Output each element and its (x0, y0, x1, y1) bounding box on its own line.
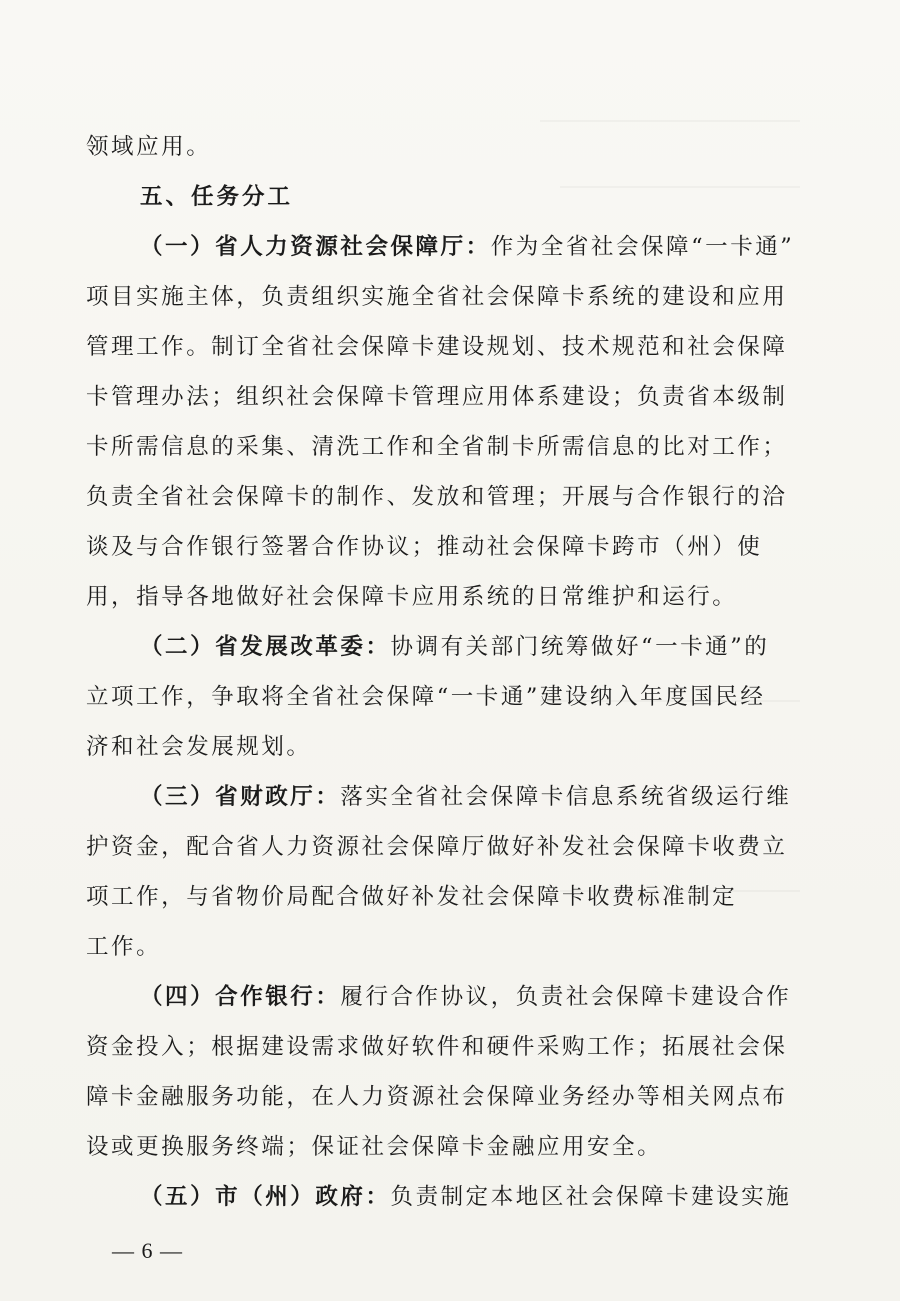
item-text: 协调有关部门统筹做好“一卡通”的 (390, 634, 770, 660)
paragraph-line (140, 781, 791, 813)
paragraph-line (140, 1181, 791, 1213)
bleed-through-line (560, 186, 800, 188)
paragraph-line (140, 981, 791, 1013)
item-lead: （五）市（州）政府： (140, 1184, 391, 1210)
paragraph-line: 负责全省社会保障卡的制作、发放和管理；开展与合作银行的洽 (86, 484, 788, 510)
paragraph-line: 障卡金融服务功能，在人力资源社会保障业务经办等相关网点布 (86, 1084, 788, 1110)
paragraph-line: 卡管理办法；组织社会保障卡管理应用体系建设；负责省本级制 (86, 384, 788, 410)
item-text: 落实全省社会保障卡信息系统省级运行维 (340, 784, 792, 810)
paragraph-line: 护资金，配合省人力资源社会保障厅做好补发社会保障卡收费立 (86, 834, 788, 860)
paragraph-line: 立项工作，争取将全省社会保障“一卡通”建设纳入年度国民经 (86, 684, 766, 710)
paragraph-line: 项工作，与省物价局配合做好补发社会保障卡收费标准制定 (86, 884, 738, 910)
page-number: — 6 — (112, 1238, 183, 1263)
item-text: 作为全省社会保障“一卡通” (490, 234, 795, 260)
paragraph-line: 设或更换服务终端；保证社会保障卡金融应用安全。 (86, 1134, 663, 1160)
paragraph-line: 领域应用。 (86, 134, 212, 160)
paragraph-line (140, 631, 769, 663)
paragraph-line: 管理工作。制订全省社会保障卡建设规划、技术规范和社会保障 (86, 334, 788, 360)
paragraph-line: 济和社会发展规划。 (86, 734, 312, 760)
paragraph-line: 工作。 (86, 934, 162, 960)
item-lead: （四）合作银行： (140, 984, 341, 1010)
paragraph-line: 卡所需信息的采集、清洗工作和全省制卡所需信息的比对工作； (86, 434, 788, 460)
item-lead: （二）省发展改革委： (140, 634, 391, 660)
bleed-through-line (540, 120, 800, 122)
item-lead: （三）省财政厅： (140, 784, 341, 810)
item-lead: （一）省人力资源社会保障厅： (140, 234, 491, 260)
item-text: 履行合作协议，负责社会保障卡建设合作 (340, 984, 792, 1010)
paragraph-line: 用，指导各地做好社会保障卡应用系统的日常维护和运行。 (86, 584, 738, 610)
paragraph-line: 谈及与合作银行签署合作协议；推动社会保障卡跨市（州）使 (86, 534, 763, 560)
paragraph-line: 项目实施主体，负责组织实施全省社会保障卡系统的建设和应用 (86, 284, 788, 310)
paragraph-line: 资金投入；根据建设需求做好软件和硬件采购工作；拓展社会保 (86, 1034, 788, 1060)
paragraph-line (140, 231, 794, 263)
item-text: 负责制定本地区社会保障卡建设实施 (390, 1184, 792, 1210)
section-heading: 五、任务分工 (140, 184, 294, 210)
